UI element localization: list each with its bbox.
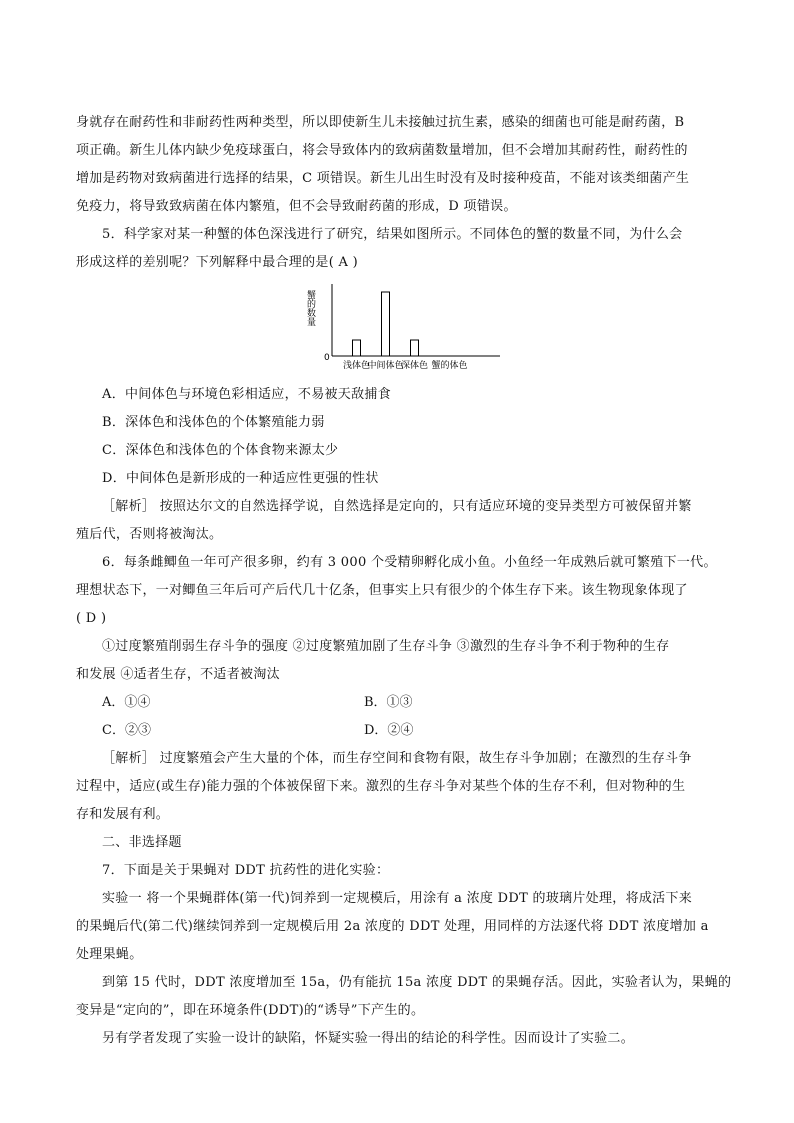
y-axis-label: 蟹的数量 xyxy=(305,290,315,326)
statement-list: 和发展 ④适者生存，不适者被淘汰 xyxy=(76,667,280,682)
x-tick-label: 中间体色 xyxy=(367,361,404,371)
analysis-text: 过程中，适应(或生存)能力强的个体被保留下来。激烈的生存斗争对某些个体的生存不利，但对物种的生 xyxy=(76,779,686,794)
text-line: 增加是药物对致病菌进行选择的结果，C 项错误。新生儿出生时没有及时接种疫苗，不能对该类细菌产生 xyxy=(76,171,690,186)
option-d: D．中间体色是新形成的一种适应性更强的性状 xyxy=(102,471,379,486)
question-6-stem: ( D ) xyxy=(76,611,107,626)
analysis-text: 存和发展有利。 xyxy=(76,807,170,822)
analysis-text: 殖后代，否则将被淘汰。 xyxy=(76,527,223,542)
question-5-stem: 形成这样的差别呢？下列解释中最合理的是( A ) xyxy=(76,255,358,270)
option-c: C．深体色和浅体色的个体食物来源太少 xyxy=(102,443,339,458)
crab-color-bar-chart xyxy=(300,276,510,378)
bar xyxy=(353,340,361,356)
text-line: 免疫力，将导致致病菌在体内繁殖，但不会导致耐药菌的形成，D 项错误。 xyxy=(76,199,517,214)
text-line: 项正确。新生儿体内缺少免疫球蛋白，将会导致体内的致病菌数量增加，但不会增加其耐药性，耐药性的 xyxy=(76,143,688,158)
bar xyxy=(411,340,419,356)
option-a: A．①④ xyxy=(102,695,151,710)
option-b: B．深体色和浅体色的个体繁殖能力弱 xyxy=(102,415,325,430)
option-d: D．②④ xyxy=(364,723,414,738)
option-b: B．①③ xyxy=(364,695,413,710)
x-tick-label: 深体色 xyxy=(400,361,429,371)
question-6-stem: 理想状态下，一对鲫鱼三年后可产后代几十亿条，但事实上只有很少的个体生存下来。该生物现象体现了 xyxy=(76,583,688,598)
analysis-text: ［解析］ 按照达尔文的自然选择学说，自然选择是定向的，只有适应环境的变异类型方可被保留并繁 xyxy=(102,499,692,514)
paragraph-text: 变异是“定向的”，即在环境条件(DDT)的“诱导”下产生的。 xyxy=(76,1003,425,1018)
paragraph-text: 到第 15 代时，DDT 浓度增加至 15a，仍有能抗 15a 浓度 DDT 的果蝇存活。因此，实验者认为，果蝇的 xyxy=(102,975,732,990)
x-axis-label: 蟹的体色 xyxy=(431,361,468,371)
text-line: 身就存在耐药性和非耐药性两种类型，所以即使新生儿未接触过抗生素，感染的细菌也可能是耐药菌，B xyxy=(76,115,685,130)
analysis-text: ［解析］ 过度繁殖会产生大量的个体，而生存空间和食物有限，故生存斗争加剧；在激烈的生存斗争 xyxy=(102,751,692,766)
bar xyxy=(382,292,390,356)
experiment-1-text: 实验一 将一个果蝇群体(第一代)饲养到一定规模后，用涂有 a 浓度 DDT 的玻璃片处理，将成活下来 xyxy=(102,891,693,906)
question-7-stem: 7．下面是关于果蝇对 DDT 抗药性的进化实验： xyxy=(102,863,390,878)
section-heading: 二、非选择题 xyxy=(102,835,182,850)
option-a: A．中间体色与环境色彩相适应，不易被天敌捕食 xyxy=(102,387,391,402)
statement-list: ①过度繁殖削弱生存斗争的强度 ②过度繁殖加剧了生存斗争 ③激烈的生存斗争不利于物种的生存 xyxy=(102,639,670,654)
paragraph-text: 另有学者发现了实验一设计的缺陷，怀疑实验一得出的结论的科学性。因而设计了实验二。 xyxy=(102,1031,635,1046)
question-6-stem: 6．每条雌鲫鱼一年可产很多卵，约有 3 000 个受精卵孵化成小鱼。小鱼经一年成熟后就可繁殖下一代。 xyxy=(102,555,717,570)
x-tick-label: 浅体色 xyxy=(342,361,371,371)
experiment-1-text: 处理果蝇。 xyxy=(76,947,143,962)
origin-label: 0 xyxy=(324,353,330,363)
question-5-stem: 5．科学家对某一种蟹的体色深浅进行了研究，结果如图所示。不同体色的蟹的数量不同，为什么会 xyxy=(102,227,683,242)
experiment-1-text: 的果蝇后代(第二代)继续饲养到一定规模后用 2a 浓度的 DDT 处理，用同样的方法逐代将 DDT 浓度增加 a xyxy=(76,919,709,934)
option-c: C．②③ xyxy=(102,723,151,738)
